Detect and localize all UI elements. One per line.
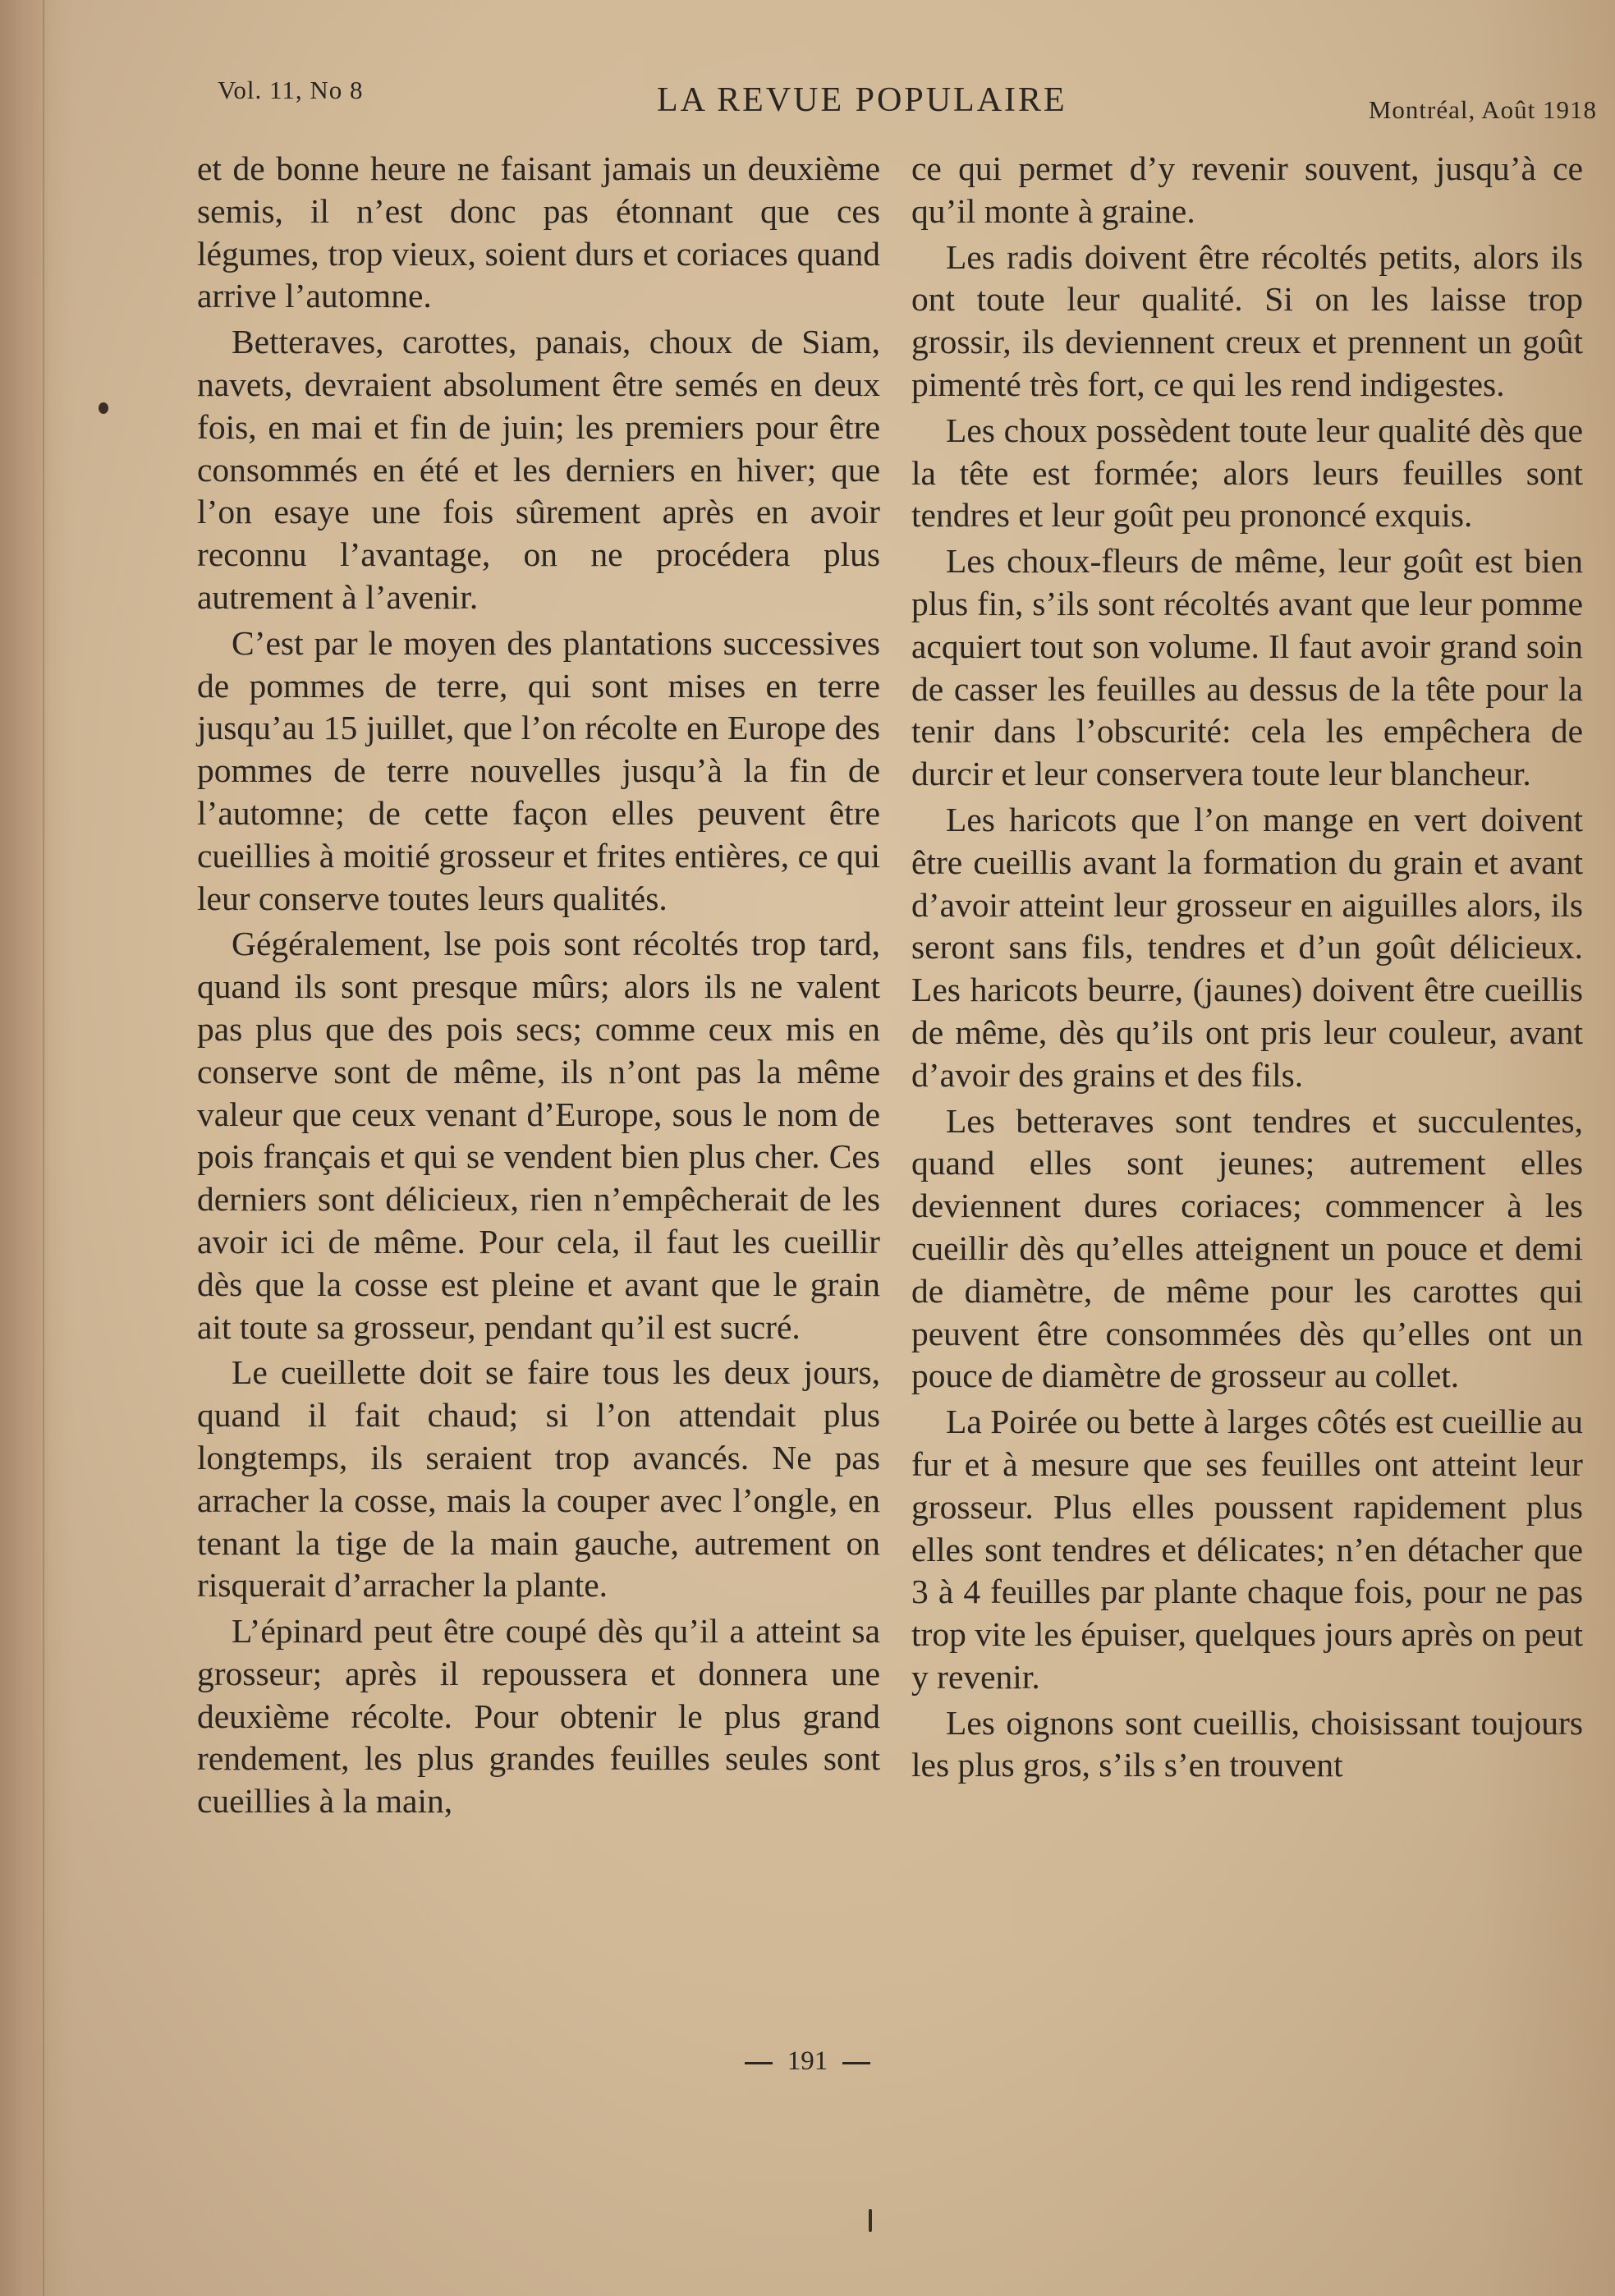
ink-speck xyxy=(869,2209,872,2232)
paragraph: Gégéralement, lse pois sont récoltés trop tard, quand ils sont presque mûrs; alors ils ne valent pas plus que des pois secs; comme ceux mis en conserve sont de même, ils n’ont pas la même valeur que ceux venant d’Europe, sous le nom de pois français et qui se vendent bien plus cher. Ces derniers sont délicieux, rien n’empêcherait de les avoir ici de même. Pour cela, il faut les cueillir dès que la cosse est pleine et avant que le grain ait toute sa grosseur, pendant qu’il est sucré. xyxy=(197,925,880,1346)
paragraph: Les oignons sont cueillis, choisissant toujours les plus gros, s’ils s’en trouvent xyxy=(911,1703,1583,1784)
header-title: LA REVUE POPULAIRE xyxy=(657,81,1067,119)
page-folio xyxy=(0,2046,1615,2077)
paragraph: C’est par le moyen des plantations successives de pommes de terre, qui sont mises en terre jusqu’au 15 juillet, que l’on récolte en Europe des pommes de terre nouvelles jusqu’à la fin de l’automne; de cette façon elles peuvent être cueillies à moitié grosseur et frites entières, ce qui leur conserve toutes leurs qualités. xyxy=(197,623,880,917)
folio-dash-left xyxy=(745,2062,773,2064)
paragraph: Les radis doivent être récoltés petits, alors ils ont toute leur qualité. Si on les laisse trop grossir, ils deviennent creux et prennent un goût pimenté très fort, ce qui les rend indigestes. xyxy=(911,237,1583,403)
left-column xyxy=(197,148,880,1826)
paragraph: Betteraves, carottes, panais, choux de Siam, navets, devraient absolument être semés en deux fois, en mai et fin de juin; les premiers pour être consommés en été et les derniers en hiver; que l’on esaye une fois sûrement après en avoir reconnu l’avantage, on ne procédera plus autrement à l’avenir. xyxy=(197,323,880,616)
paragraph: L’épinard peut être coupé dès qu’il a atteint sa grosseur; après il repoussera et donnera une deuxième récolte. Pour obtenir le plus grand rendement, les plus grandes feuilles seules sont cueillies à la main, xyxy=(197,1612,880,1821)
paragraph: et de bonne heure ne faisant jamais un deuxième semis, il n’est donc pas étonnant que ces légumes, trop vieux, soient durs et coriaces quand arrive l’automne. xyxy=(197,149,880,315)
paragraph: ce qui permet d’y revenir souvent, jusqu’à ce qu’il monte à graine. xyxy=(911,149,1583,230)
header-volume: Vol. 11, No 8 xyxy=(218,76,364,104)
paragraph: Les choux possèdent toute leur qualité dès que la tête est formée; alors leurs feuilles sont tendres et leur goût peu prononcé exquis. xyxy=(911,411,1583,535)
paragraph: La Poirée ou bette à larges côtés est cueillie au fur et à mesure que ses feuilles ont atteint leur grosseur. Plus elles poussent rapidement plus elles sont tendres et délicates; n’en détacher que 3 à 4 feuilles par plante chaque fois, pour ne pas trop vite les épuiser, quelques jours après on peut y revenir. xyxy=(911,1403,1583,1696)
paragraph: Les choux-fleurs de même, leur goût est bien plus fin, s’ils sont récoltés avant que leur pomme acquiert tout son volume. Il faut avoir grand soin de casser les feuilles au dessus de la tête pour la tenir dans l’obscurité: cela les empêchera de durcir et leur conservera toute leur blancheur. xyxy=(911,542,1583,793)
ink-speck xyxy=(99,402,108,414)
running-header xyxy=(218,72,1597,130)
fold-line xyxy=(43,0,44,2296)
paragraph: Les haricots que l’on mange en vert doivent être cueillis avant la formation du grain et avant d’avoir atteint leur grosseur en aiguilles alors, ils seront sans fils, tendres et d’un goût délicieux. Les haricots beurre, (jaunes) doivent être cueillis de même, dès qu’ils ont pris leur couleur, avant d’avoir des grains et des fils. xyxy=(911,800,1583,1094)
header-date: Montréal, Août 1918 xyxy=(1368,95,1597,124)
right-column xyxy=(911,148,1583,1790)
folio-dash-right xyxy=(842,2062,870,2064)
page-number: 191 xyxy=(787,2046,828,2076)
paragraph: Les betteraves sont tendres et succulentes, quand elles sont jeunes; autrement elles deviennent dures coriaces; commencer à les cueillir dès qu’elles atteignent un pouce et demi de diamètre, de même pour les carottes qui peuvent être consommées dès qu’elles ont un pouce de diamètre de grosseur au collet. xyxy=(911,1101,1583,1395)
paragraph: Le cueillette doit se faire tous les deux jours, quand il fait chaud; si l’on attendait plus longtemps, ils seraient trop avancés. Ne pas arracher la cosse, mais la couper avec l’ongle, en tenant la tige de la main gauche, autrement on risquerait d’arracher la plante. xyxy=(197,1353,880,1605)
